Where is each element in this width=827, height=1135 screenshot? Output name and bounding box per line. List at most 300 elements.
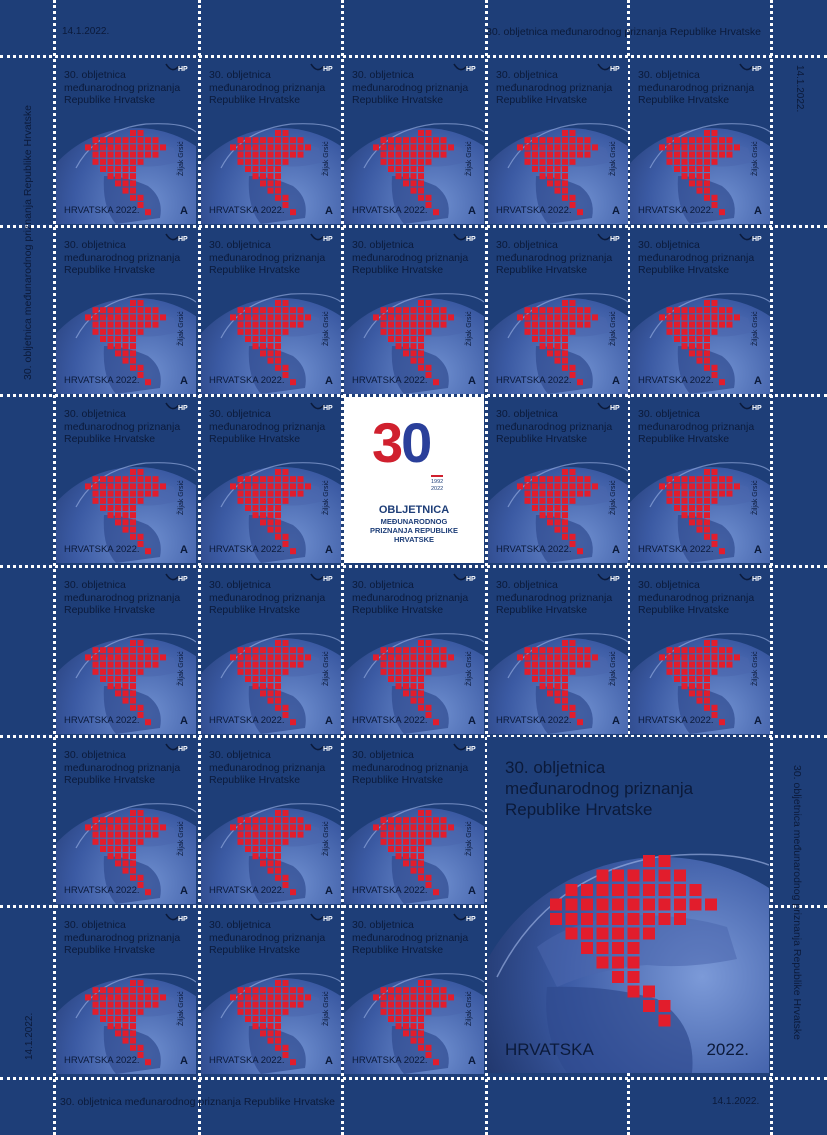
red-square [396, 832, 402, 838]
red-square [130, 654, 136, 660]
logo-digit-3: 3 [372, 411, 402, 474]
red-square [403, 343, 409, 349]
red-square [123, 512, 129, 518]
red-square [540, 476, 546, 482]
red-square [643, 899, 655, 911]
red-square [719, 137, 725, 143]
red-square [253, 137, 259, 143]
red-square [411, 307, 417, 313]
red-square [667, 322, 673, 328]
red-square [145, 817, 151, 823]
stamp-author: Žiljak Grsić [323, 480, 330, 515]
red-square [704, 483, 710, 489]
red-square [704, 195, 710, 201]
red-square [153, 144, 159, 150]
red-square [238, 137, 244, 143]
red-square [123, 166, 129, 172]
red-square [388, 662, 394, 668]
red-square [540, 498, 546, 504]
red-square [381, 832, 387, 838]
red-square [396, 994, 402, 1000]
red-square [727, 476, 733, 482]
red-square [283, 817, 289, 823]
stamp-title-line: Republike Hrvatske [496, 604, 588, 616]
red-square [540, 322, 546, 328]
red-square [433, 144, 439, 150]
stamp-author: Žiljak Grsić [178, 311, 185, 346]
red-square [403, 683, 409, 689]
red-square [577, 476, 583, 482]
stamp [201, 908, 341, 1074]
red-square [115, 322, 121, 328]
red-square [100, 1016, 106, 1022]
red-square [418, 358, 424, 364]
red-square [130, 683, 136, 689]
red-square [123, 994, 129, 1000]
red-square [628, 870, 640, 882]
stamp-author: Žiljak Grsić [178, 651, 185, 686]
svg-text:HP: HP [610, 236, 620, 243]
hp-post-logo-icon [309, 62, 335, 76]
red-square [682, 144, 688, 150]
stamp-author: Žiljak Grsić [752, 141, 759, 176]
red-square [555, 669, 561, 675]
red-square [441, 662, 447, 668]
red-square [403, 817, 409, 823]
red-square [704, 307, 710, 313]
red-square [290, 476, 296, 482]
red-square [697, 329, 703, 335]
stamp-title-line: Republike Hrvatske [209, 433, 301, 445]
red-square [411, 647, 417, 653]
red-square [411, 860, 417, 866]
red-square [697, 322, 703, 328]
red-square [697, 314, 703, 320]
red-square [275, 817, 281, 823]
red-square [403, 173, 409, 179]
red-square [298, 987, 304, 993]
stamp-title-line: Republike Hrvatske [352, 944, 444, 956]
red-square [283, 980, 289, 986]
red-square [418, 307, 424, 313]
red-square [283, 875, 289, 881]
hp-post-logo-icon [452, 572, 478, 586]
red-square [245, 307, 251, 313]
logo-digit-0: 0 [401, 411, 431, 474]
red-square [130, 307, 136, 313]
logo-text-line: PRIZNANJA REPUBLIKE [369, 526, 459, 535]
red-square [441, 314, 447, 320]
red-square [704, 491, 710, 497]
red-square [682, 307, 688, 313]
red-square [396, 824, 402, 830]
red-square [674, 654, 680, 660]
red-square [697, 698, 703, 704]
red-square [682, 483, 688, 489]
red-square [93, 832, 99, 838]
red-square [283, 994, 289, 1000]
red-square [418, 1023, 424, 1029]
stamp-author: Žiljak Grsić [323, 311, 330, 346]
logo-year: 2022 [431, 486, 444, 492]
red-square [100, 669, 106, 675]
red-square [238, 144, 244, 150]
red-square [719, 379, 725, 385]
red-square [555, 654, 561, 660]
red-square [290, 209, 296, 215]
red-square [260, 512, 266, 518]
red-square [130, 300, 136, 306]
red-square [441, 817, 447, 823]
red-square [426, 137, 432, 143]
red-square [93, 817, 99, 823]
red-square [145, 322, 151, 328]
red-square [253, 994, 259, 1000]
red-square [283, 839, 289, 845]
stamp-title-line: Republike Hrvatske [352, 264, 444, 276]
red-square [570, 491, 576, 497]
red-square [138, 647, 144, 653]
red-square [426, 300, 432, 306]
red-square [403, 329, 409, 335]
red-square [643, 870, 655, 882]
red-square [130, 1038, 136, 1044]
red-square [373, 144, 379, 150]
red-square [704, 647, 710, 653]
red-square [682, 166, 688, 172]
red-square [547, 662, 553, 668]
red-square [547, 152, 553, 158]
red-square [130, 505, 136, 511]
stamp-country-year: HRVATSKA 2022. [638, 715, 714, 726]
stamp-title-line: međunarodnog priznanja [209, 81, 326, 94]
red-square [592, 314, 598, 320]
stamp-title-line: međunarodnog priznanja [352, 81, 469, 94]
red-square [283, 483, 289, 489]
svg-text:HP: HP [752, 66, 762, 73]
stamp-title-line: Republike Hrvatske [496, 264, 588, 276]
red-square [260, 1009, 266, 1015]
red-square [525, 498, 531, 504]
red-square [145, 824, 151, 830]
red-square [689, 654, 695, 660]
red-square [597, 957, 609, 969]
red-square [411, 144, 417, 150]
red-square [577, 483, 583, 489]
stamp [201, 58, 341, 224]
red-square [411, 343, 417, 349]
red-square [130, 534, 136, 540]
red-square [697, 476, 703, 482]
red-square [697, 350, 703, 356]
stamp-country-year: HRVATSKA 2022. [352, 1055, 428, 1066]
red-square [160, 314, 166, 320]
red-square [643, 913, 655, 925]
red-square [93, 314, 99, 320]
stamp [201, 738, 341, 904]
hp-post-logo-icon [452, 912, 478, 926]
red-square [123, 358, 129, 364]
red-square [562, 144, 568, 150]
red-square [268, 173, 274, 179]
red-square [667, 137, 673, 143]
red-square [612, 884, 624, 896]
red-square [734, 144, 740, 150]
red-square [268, 166, 274, 172]
red-square [532, 662, 538, 668]
red-square [433, 152, 439, 158]
red-square [130, 824, 136, 830]
red-square [260, 144, 266, 150]
red-square [433, 307, 439, 313]
red-square [562, 476, 568, 482]
red-square [145, 1059, 151, 1065]
red-square [381, 307, 387, 313]
red-square [298, 654, 304, 660]
red-square [260, 322, 266, 328]
red-square [130, 810, 136, 816]
stamp-title-line: međunarodnog priznanja [638, 420, 755, 433]
red-square [130, 705, 136, 711]
red-square [283, 705, 289, 711]
red-square [426, 307, 432, 313]
red-square [268, 343, 274, 349]
stamp-title-line: Republike Hrvatske [638, 604, 730, 616]
red-square [426, 314, 432, 320]
red-square [115, 137, 121, 143]
red-square [108, 1023, 114, 1029]
red-square [555, 144, 561, 150]
red-square [704, 137, 710, 143]
red-square [643, 884, 655, 896]
hp-post-logo-icon [309, 742, 335, 756]
red-square [426, 839, 432, 845]
red-square [268, 512, 274, 518]
red-square [238, 498, 244, 504]
red-square [697, 159, 703, 165]
red-square [682, 159, 688, 165]
red-square [547, 647, 553, 653]
red-square [426, 832, 432, 838]
red-square [426, 195, 432, 201]
red-square [689, 152, 695, 158]
stamp-author: Žiljak Grsić [323, 651, 330, 686]
stamp-title-line: međunarodnog priznanja [209, 761, 326, 774]
red-square [689, 662, 695, 668]
red-square [268, 824, 274, 830]
red-square [704, 690, 710, 696]
red-square [674, 152, 680, 158]
red-square [245, 144, 251, 150]
red-square [704, 152, 710, 158]
red-square [712, 152, 718, 158]
red-square [130, 846, 136, 852]
red-square [130, 1016, 136, 1022]
red-square [108, 669, 114, 675]
stamp-title-line: 30. obljetnica [496, 579, 558, 591]
red-square [260, 307, 266, 313]
red-square [682, 662, 688, 668]
red-square [115, 505, 121, 511]
red-square [547, 483, 553, 489]
red-square [418, 1016, 424, 1022]
red-square [260, 824, 266, 830]
red-square [275, 365, 281, 371]
red-square [689, 173, 695, 179]
red-square [268, 519, 274, 525]
red-square [612, 913, 624, 925]
red-square [555, 180, 561, 186]
red-square [555, 329, 561, 335]
red-square [585, 137, 591, 143]
red-square [230, 654, 236, 660]
red-square [396, 987, 402, 993]
red-square [245, 832, 251, 838]
stamp [630, 228, 770, 394]
red-square [403, 647, 409, 653]
red-square [260, 669, 266, 675]
red-square [238, 817, 244, 823]
stamp-author: Žiljak Grsić [323, 141, 330, 176]
red-square [532, 336, 538, 342]
red-square [123, 152, 129, 158]
stamp-value: A [180, 205, 188, 217]
red-square [562, 683, 568, 689]
red-square [145, 209, 151, 215]
red-square [115, 1002, 121, 1008]
red-square [441, 647, 447, 653]
red-square [643, 928, 655, 940]
red-square [145, 476, 151, 482]
red-square [667, 159, 673, 165]
red-square [100, 654, 106, 660]
svg-text:HP: HP [752, 576, 762, 583]
red-square [130, 188, 136, 194]
red-square [418, 832, 424, 838]
red-square [388, 159, 394, 165]
hp-post-logo-icon [738, 572, 764, 586]
red-square [130, 839, 136, 845]
red-square [577, 209, 583, 215]
red-square [275, 144, 281, 150]
red-square [418, 662, 424, 668]
red-square [570, 534, 576, 540]
red-square [275, 853, 281, 859]
red-square [268, 350, 274, 356]
red-square [290, 994, 296, 1000]
red-square [260, 519, 266, 525]
red-square [403, 1023, 409, 1029]
stamp-title-line: međunarodnog priznanja [496, 591, 613, 604]
red-square [562, 512, 568, 518]
red-square [253, 173, 259, 179]
red-square [712, 195, 718, 201]
red-square [555, 527, 561, 533]
red-square [115, 824, 121, 830]
red-square [381, 329, 387, 335]
red-square [426, 994, 432, 1000]
red-square [268, 144, 274, 150]
red-square [540, 307, 546, 313]
red-square [275, 1038, 281, 1044]
red-square [245, 817, 251, 823]
stamp-title-line: 30. obljetnica [352, 579, 414, 591]
red-square [525, 662, 531, 668]
red-square [403, 1002, 409, 1008]
large-stamp-title-line: međunarodnog priznanja [505, 779, 694, 798]
stamp-value: A [180, 375, 188, 387]
logo-text-line: HRVATSKE [393, 535, 434, 544]
red-square [238, 987, 244, 993]
red-square [403, 654, 409, 660]
red-square [547, 690, 553, 696]
red-square [123, 817, 129, 823]
red-square [448, 314, 454, 320]
red-square [108, 483, 114, 489]
red-square [108, 846, 114, 852]
red-square [275, 137, 281, 143]
red-square [396, 336, 402, 342]
red-square [245, 676, 251, 682]
red-square [426, 669, 432, 675]
red-square [238, 491, 244, 497]
red-square [100, 491, 106, 497]
red-square [290, 307, 296, 313]
red-square [123, 647, 129, 653]
red-square [100, 824, 106, 830]
red-square [532, 505, 538, 511]
stamp-title-line: Republike Hrvatske [638, 433, 730, 445]
red-square [547, 512, 553, 518]
red-square [275, 534, 281, 540]
red-square [153, 824, 159, 830]
red-square [260, 329, 266, 335]
red-square [130, 647, 136, 653]
red-square [253, 647, 259, 653]
red-square [268, 698, 274, 704]
stamp-title-line: 30. obljetnica [352, 239, 414, 251]
red-square [540, 676, 546, 682]
svg-text:HP: HP [323, 916, 333, 923]
red-square [93, 329, 99, 335]
red-square [411, 1038, 417, 1044]
red-square [403, 860, 409, 866]
red-square [115, 159, 121, 165]
svg-text:HP: HP [178, 236, 188, 243]
hp-post-logo-icon [738, 62, 764, 76]
red-square [674, 476, 680, 482]
red-square [238, 832, 244, 838]
red-square [123, 690, 129, 696]
red-square [547, 343, 553, 349]
red-square [540, 166, 546, 172]
red-square [704, 173, 710, 179]
red-square [260, 180, 266, 186]
red-square [100, 832, 106, 838]
red-square [612, 942, 624, 954]
red-square [115, 519, 121, 525]
red-square [577, 144, 583, 150]
stamp-title-line: 30. obljetnica [638, 69, 700, 81]
red-square [555, 350, 561, 356]
stamp-value: A [754, 205, 762, 217]
red-square [93, 137, 99, 143]
red-square [433, 719, 439, 725]
red-square [275, 980, 281, 986]
stamp-title-line: Republike Hrvatske [209, 264, 301, 276]
red-square [659, 1000, 671, 1012]
red-square [418, 173, 424, 179]
